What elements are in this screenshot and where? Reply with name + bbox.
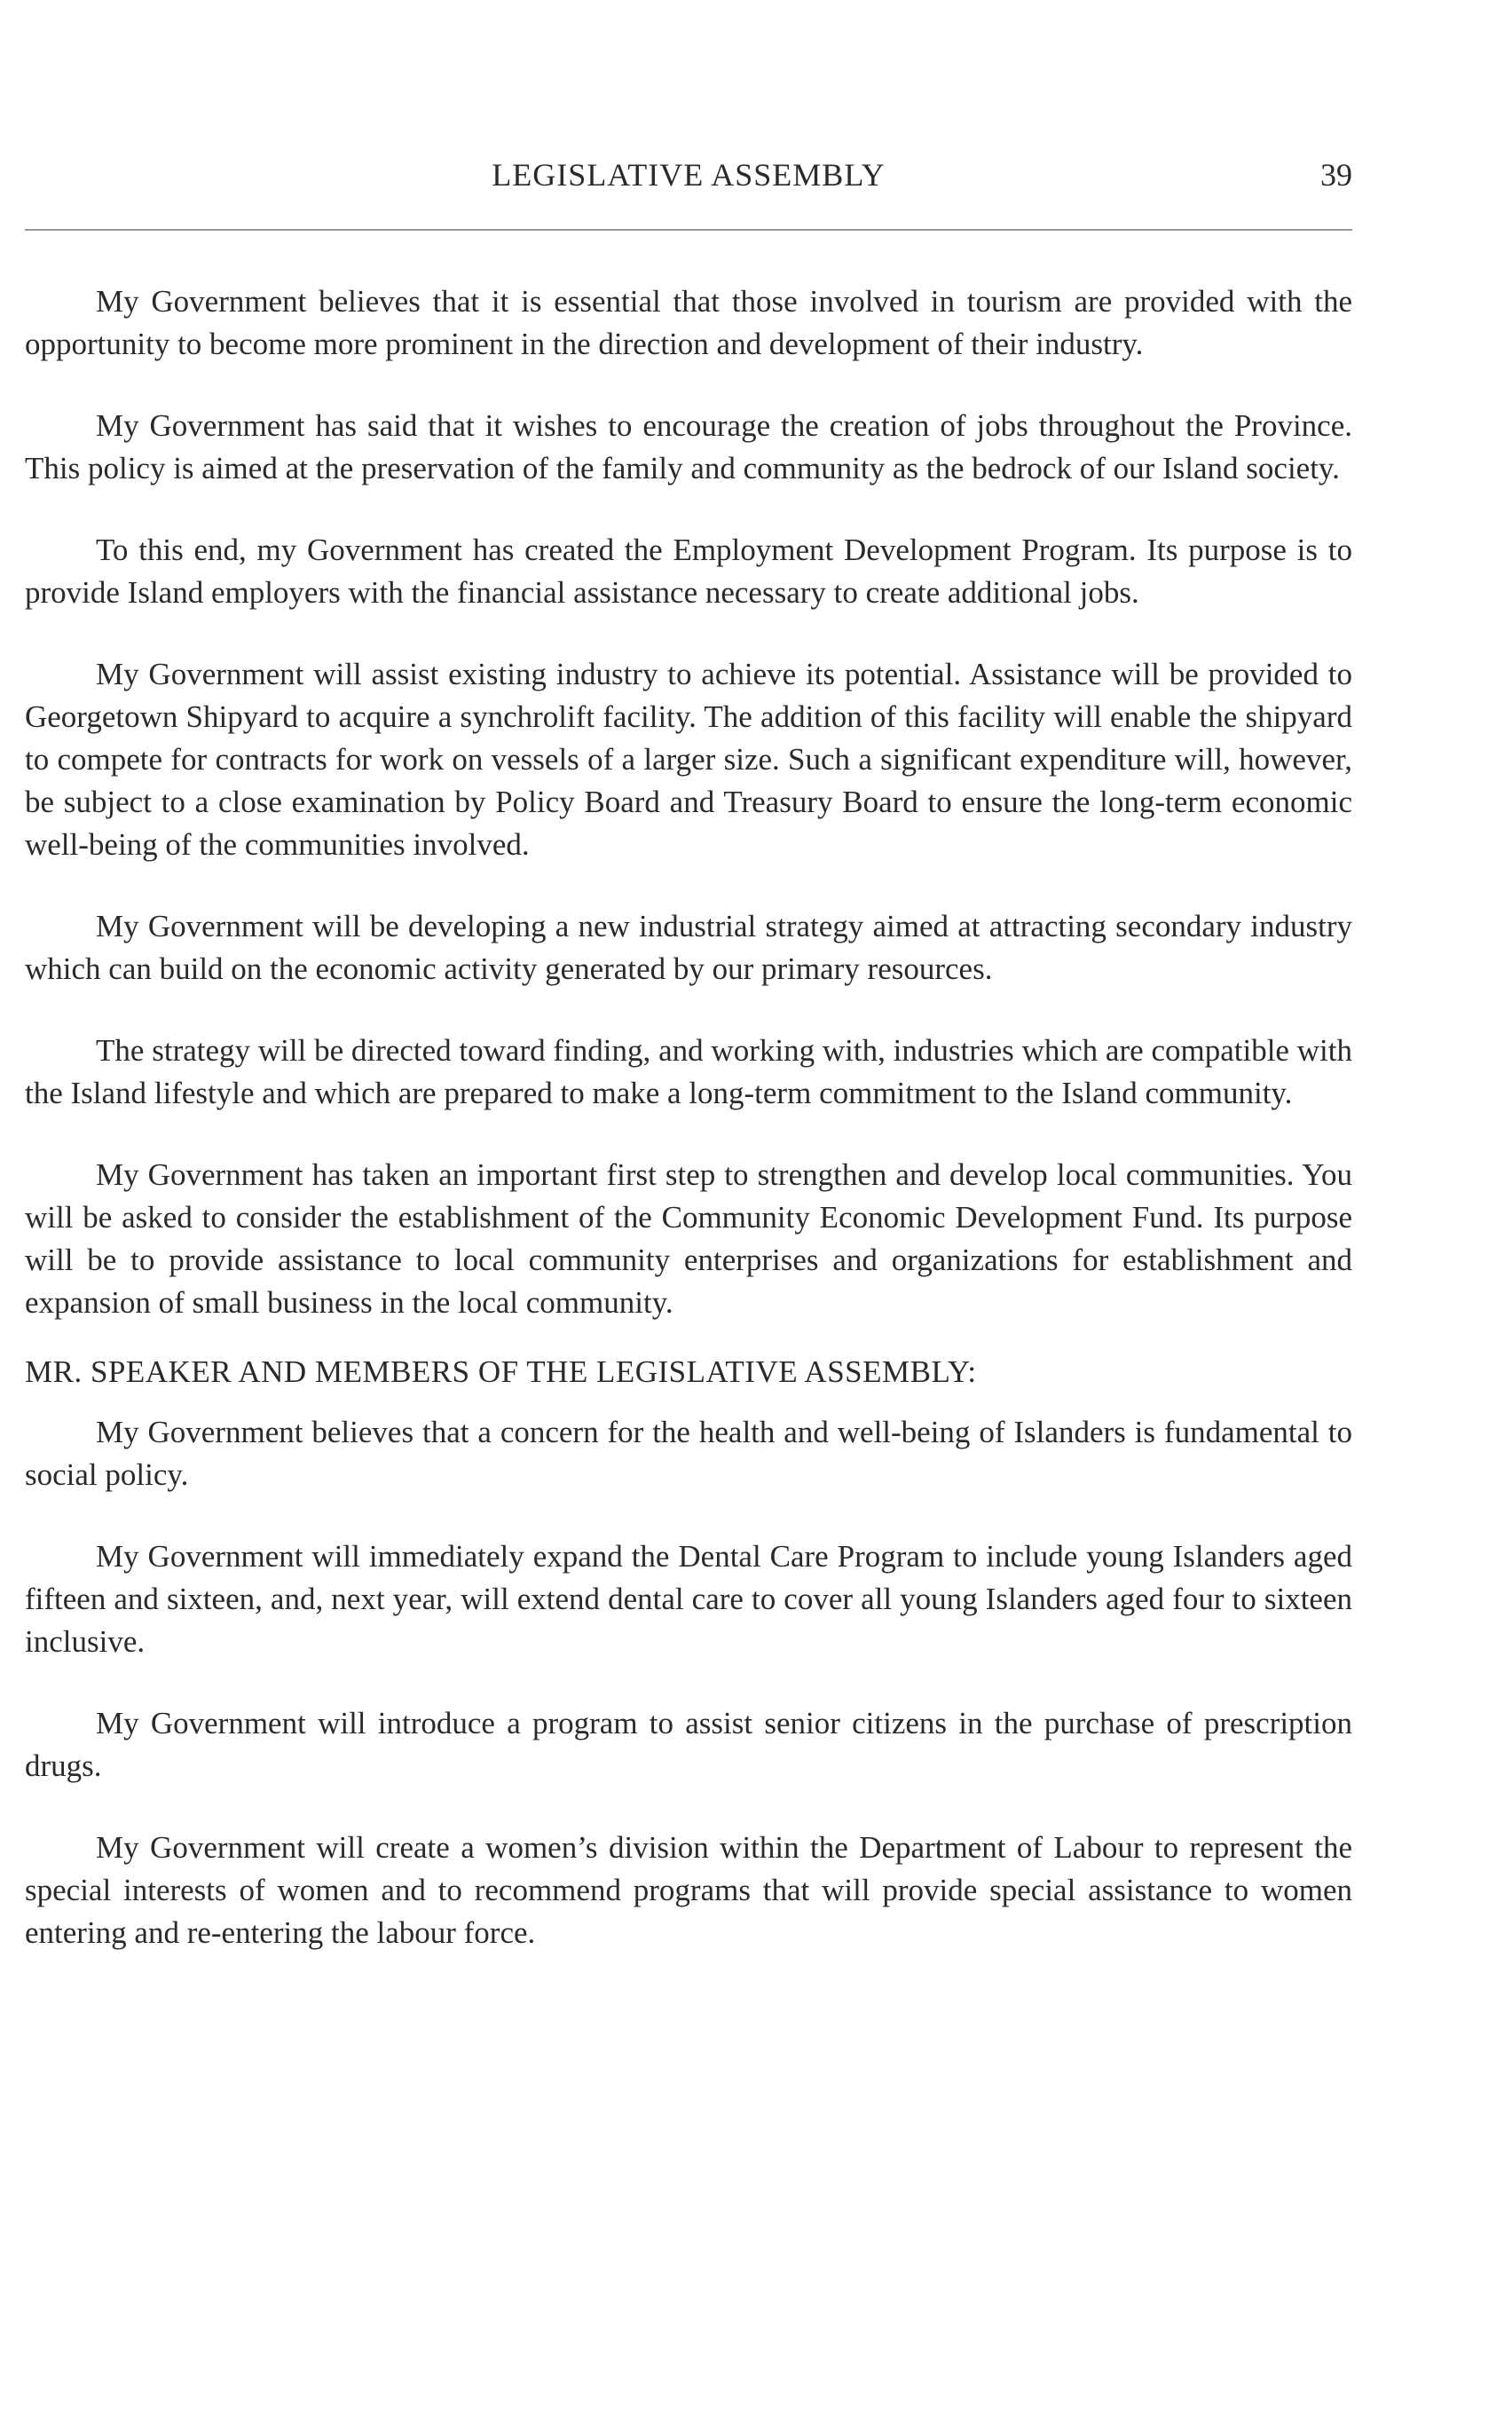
paragraph-industrial-strategy: My Government will be developing a new industrial strategy aimed at attracting secondary industry which can build on the economic activity generated by our primary resources. [25, 909, 1352, 986]
paragraph-womens-division: My Government will create a women’s division within the Department of Labour to represent the special interests of women and to recommend programs that will provide special assistance to women entering and re-entering the labour force. [25, 1830, 1352, 1950]
section-heading: MR. SPEAKER AND MEMBERS OF THE LEGISLATIVE ASSEMBLY: [25, 1354, 977, 1389]
page-header [25, 153, 1352, 197]
paragraph-community-fund: My Government has taken an important first step to strengthen and develop local communities. You will be asked to consider the establishment of the Community Economic Development Fund. Its purpose will be to provide assistance to local community enterprises and organizations for establishment and expansion of small business in the local community. [25, 1157, 1352, 1320]
paragraph-jobs: My Government has said that it wishes to encourage the creation of jobs throughout the Province. This policy is aimed at the preservation of the family and community as the bedrock of our Island society. [25, 408, 1352, 485]
paragraph-health: My Government believes that a concern for the health and well-being of Islanders is fundamental to social policy. [25, 1415, 1352, 1492]
page-number: 39 [1320, 157, 1352, 193]
paragraph-tourism: My Government believes that it is essential that those involved in tourism are provided with the opportunity to become more prominent in the direction and development of their industry. [25, 284, 1352, 361]
paragraph-shipyard: My Government will assist existing industry to achieve its potential. Assistance will be provided to Georgetown Shipyard to acquire a synchrolift facility. The addition of this facility will enable the shipyard to compete for contracts for work on vessels of a larger size. Such a significant expenditure will, however, be subject to a close examination by Policy Board and Treasury Board to ensure the long-term economic well-being of the communities involved. [25, 657, 1352, 862]
body-text [25, 280, 1352, 1993]
header-rule [25, 229, 1352, 231]
paragraph-employment-program: To this end, my Government has created the Employment Development Program. Its purpose is to provide Island employers with the financial assistance necessary to create additional jobs. [25, 533, 1352, 610]
paragraph-dental-care: My Government will immediately expand the Dental Care Program to include young Islanders aged fifteen and sixteen, and, next year, will extend dental care to cover all young Islanders aged four to sixteen inclusive. [25, 1539, 1352, 1659]
paragraph-prescription-drugs: My Government will introduce a program to assist senior citizens in the purchase of prescription drugs. [25, 1706, 1352, 1783]
running-title: LEGISLATIVE ASSEMBLY [492, 157, 886, 193]
paragraph-strategy-direction: The strategy will be directed toward finding, and working with, industries which are compatible with the Island lifestyle and which are prepared to make a long-term commitment to the Island community. [25, 1033, 1352, 1110]
